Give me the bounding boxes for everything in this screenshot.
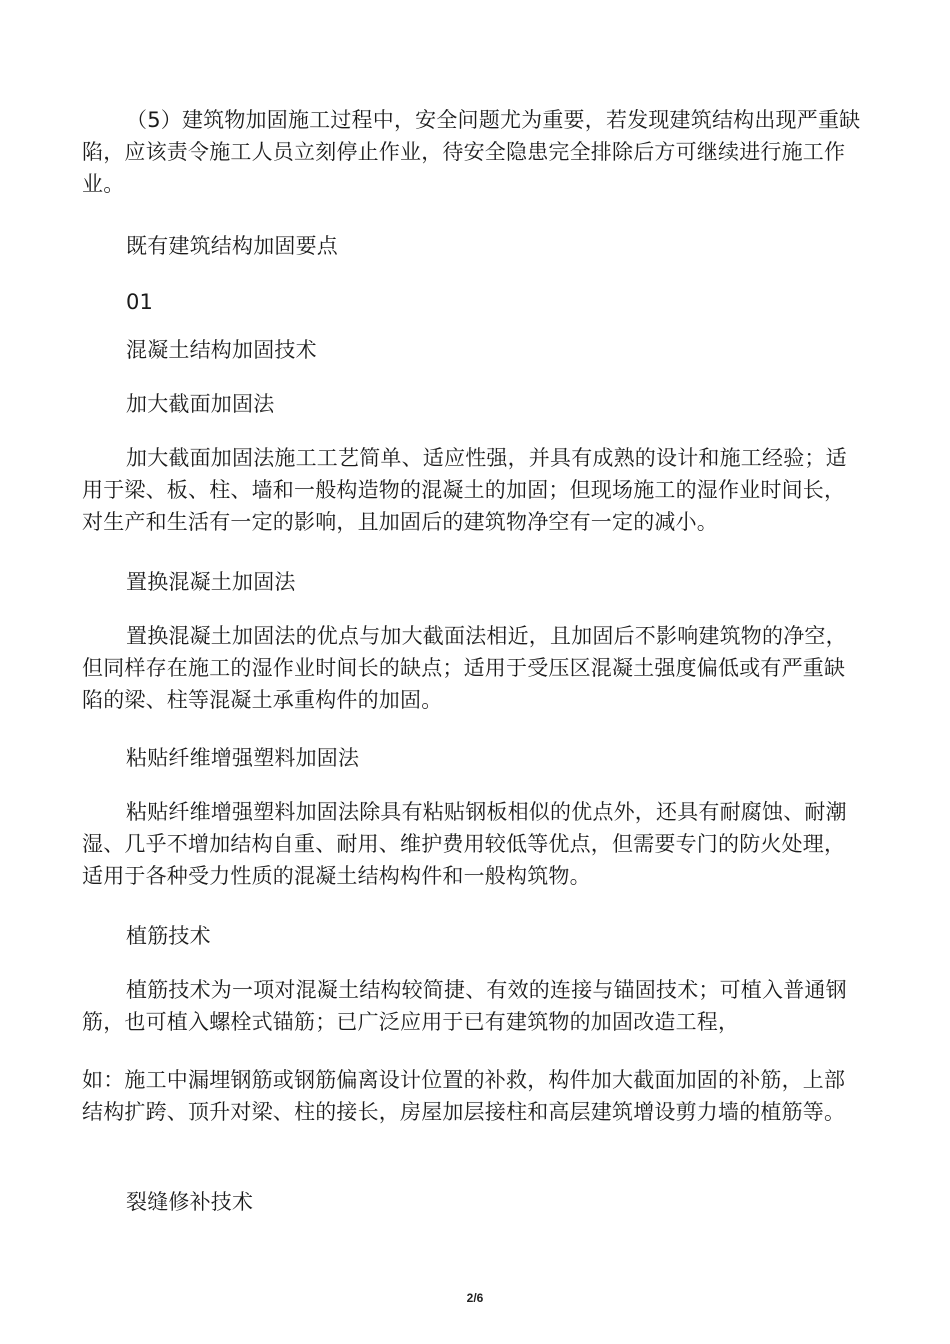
heading-rebar-planting: 植筋技术 — [126, 924, 211, 948]
section-number: 01 — [126, 290, 154, 314]
paragraph-concrete-replacement: 置换混凝土加固法的优点与加大截面法相近，且加固后不影响建筑物的净空，但同样存在施工的湿作业时间长的缺点；适用于受压区混凝土强度偏低或有严重缺陷的梁、柱等混凝土承重构件的加固。 — [82, 624, 847, 712]
heading-frp: 粘贴纤维增强塑料加固法 — [126, 746, 360, 770]
heading-enlarged-section: 加大截面加固法 — [126, 392, 275, 416]
paragraph-rebar-examples: 如：施工中漏埋钢筋或钢筋偏离设计位置的补救，构件加大截面加固的补筋，上部结构扩跨、顶升对梁、柱的接长，房屋加层接柱和高层建筑增设剪力墙的植筋等。 — [82, 1068, 846, 1124]
paragraph-safety: （5）建筑物加固施工过程中，安全问题尤为重要，若发现建筑结构出现严重缺陷，应该责令施工人员立刻停止作业，待安全隐患完全排除后方可继续进行施工作业。 — [82, 108, 861, 196]
paragraph-rebar-planting: 植筋技术为一项对混凝土结构较简捷、有效的连接与锚固技术；可植入普通钢筋，也可植入螺栓式锚筋；已广泛应用于已有建筑物的加固改造工程， — [82, 978, 847, 1034]
paragraph-frp: 粘贴纤维增强塑料加固法除具有粘贴钢板相似的优点外，还具有耐腐蚀、耐潮湿、几乎不增加结构自重、耐用、维护费用较低等优点，但需要专门的防火处理，适用于各种受力性质的混凝土结构构件和一般构筑物。 — [82, 800, 847, 888]
heading-concrete-reinforcement: 混凝土结构加固技术 — [126, 338, 317, 362]
paragraph-enlarged-section: 加大截面加固法施工工艺简单、适应性强，并具有成熟的设计和施工经验；适用于梁、板、柱、墙和一般构造物的混凝土的加固；但现场施工的湿作业时间长，对生产和生活有一定的影响，且加固后的建筑物净空有一定的减小。 — [82, 446, 847, 534]
heading-reinforcement-points: 既有建筑结构加固要点 — [126, 234, 338, 258]
heading-concrete-replacement: 置换混凝土加固法 — [126, 570, 296, 594]
heading-crack-repair: 裂缝修补技术 — [126, 1190, 254, 1214]
page-number: 2/6 — [466, 1291, 484, 1305]
